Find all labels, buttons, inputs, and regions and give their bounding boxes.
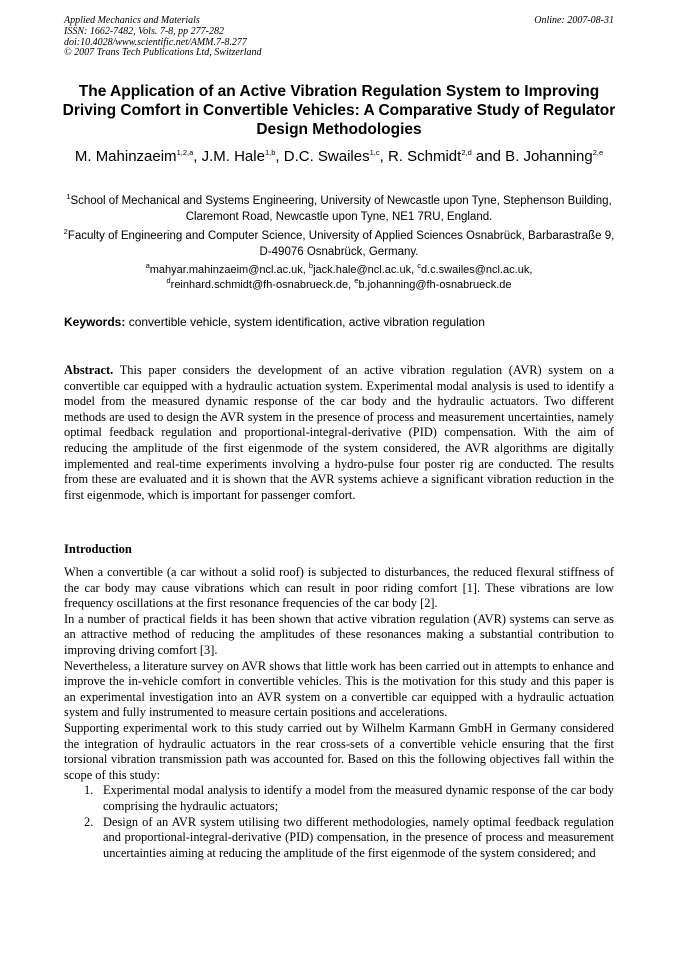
introduction-body	[64, 565, 614, 861]
email-list: $^a$mahyar.mahinzaeim@ncl.ac.uk, $^b$jack.hale@ncl.ac.uk, $^c$d.c.swailes@ncl.ac.uk, $^d$reinhard.schmidt@fh-osnabrueck.de, $^e$b.johanning@fh-osnabrueck.de	[145, 260, 533, 291]
objectives-list	[64, 783, 614, 861]
author: R. Schmidt$^{2,d}$	[387, 147, 472, 165]
abstract	[64, 363, 614, 503]
copyright-line: © 2007 Trans Tech Publications Ltd, Switzerland	[64, 47, 262, 59]
email-link[interactable]: $^a$mahyar.mahinzaeim@ncl.ac.uk	[145, 260, 303, 276]
email-link[interactable]: $^c$d.c.swailes@ncl.ac.uk	[417, 260, 530, 276]
affiliation-1: $^1$School of Mechanical and Systems Engineering, University of Newcastle upon Tyne, Stephenson Building, Claremont Road, Newcastle upon Tyne, NE1 7RU, England.	[66, 191, 612, 223]
paragraph: When a convertible (a car without a solid roof) is subjected to disturbances, the reduced flexural stiffness of the car body may cause vibrations which can result in poor riding comfort [1]. These vibrations are low frequency oscillations at the first resonance frequencies of the car body [2].	[64, 565, 614, 611]
journal-name: Applied Mechanics and Materials	[64, 15, 200, 26]
paragraph: Supporting experimental work to this study carried out by Wilhelm Karmann GmbH in Germany considered the integration of hydraulic actuators in the rear cross-sets of a convertible vehicle ensuring that the first torsional vibration transmission path was accounted for. Based on this the following objectives fall within the scope of this study:	[64, 720, 614, 782]
author: D.C. Swailes$^{1,c}$	[283, 147, 380, 165]
author: J.M. Hale$^{1,b}$	[201, 147, 276, 165]
list-item: 2. Design of an AVR system utilising two different methodologies, namely optimal feedback regulation and proportional-integral-derivative (PID) compensation, in the presence of process and measurement uncertainties aiming at reducing the amplitude of the first eigenmode of the system considered; and	[84, 814, 614, 860]
issn-line: ISSN: 1662-7482, Vols. 7-8, pp 277-282	[64, 25, 224, 37]
abstract-label: Abstract.	[64, 363, 114, 377]
keywords-text: convertible vehicle, system identification, active vibration regulation	[128, 315, 485, 329]
paragraph: Nevertheless, a literature survey on AVR shows that little work has been carried out in attempts to enhance and improve the in-vehicle comfort in convertible vehicles. This is the motivation for this study and this paper is an experimental investigation into an AVR system on a convertible car equipped with a hydraulic actuation system and fully instrumented to measure certain positions and accelerations.	[64, 658, 614, 720]
list-item: 1. Experimental modal analysis to identify a model from the measured dynamic response of the car body comprising the hydraulic actuators;	[84, 783, 614, 813]
author: B. Johanning$^{2,e}$	[505, 147, 604, 165]
author-list: M. Mahinzaeim$^{1,2,a}$, J.M. Hale$^{1,b}$, D.C. Swailes$^{1,c}$, R. Schmidt$^{2,d}$ and B. Johanning$^{2,e}$	[74, 147, 604, 165]
section-heading: Introduction	[64, 542, 132, 556]
paragraph: In a number of practical fields it has been shown that active vibration regulation (AVR) systems can serve as an attractive method of reducing the amplitudes of these resonances making a substantial contribution to improving driving comfort [3].	[64, 611, 614, 657]
author: M. Mahinzaeim$^{1,2,a}$	[74, 147, 194, 165]
online-date: Online: 2007-08-31	[534, 15, 614, 26]
journal-header	[64, 16, 614, 59]
abstract-text: This paper considers the development of an active vibration regulation (AVR) system on a convertible car equipped with a hydraulic actuation system. Experimental modal analysis is used to identify a model from the measured dynamic response of the car body and the hydraulic actuators. Two different methods are used to design the AVR system in the presence of process and measurement uncertainties, namely optimal feedback regulation and proportional-integral-derivative (PID) compensation. With the aim of reducing the amplitude of the first eigenmode of the system considered, the AVR algorithms are digitally implemented and real-time experiments involving a hydro-pulse four poster rig are conducted. The results from these are evaluated and it is shown that the AVR systems achieve a significant vibration reduction in the first eigenmode, which is important for passenger comfort.	[64, 363, 615, 502]
keywords	[64, 314, 624, 330]
email-link[interactable]: $^e$b.johanning@fh-osnabrueck.de	[354, 275, 512, 291]
doi-line: doi:10.4028/www.scientific.net/AMM.7-8.277	[64, 36, 247, 48]
affiliation-2: $^2$Faculty of Engineering and Computer Science, University of Applied Sciences Osnabrück, Barbarastraße 9, D-49076 Osnabrück, Germany.	[63, 226, 615, 258]
email-link[interactable]: $^d$reinhard.schmidt@fh-osnabrueck.de	[166, 275, 349, 291]
email-link[interactable]: $^b$jack.hale@ncl.ac.uk	[308, 260, 412, 276]
keywords-label: Keywords:	[64, 315, 126, 329]
paper-title: The Application of an Active Vibration Regulation System to Improving Driving Comfort in Convertible Vehicles: A Comparative Study of Regulator Design Methodologies	[62, 83, 616, 138]
